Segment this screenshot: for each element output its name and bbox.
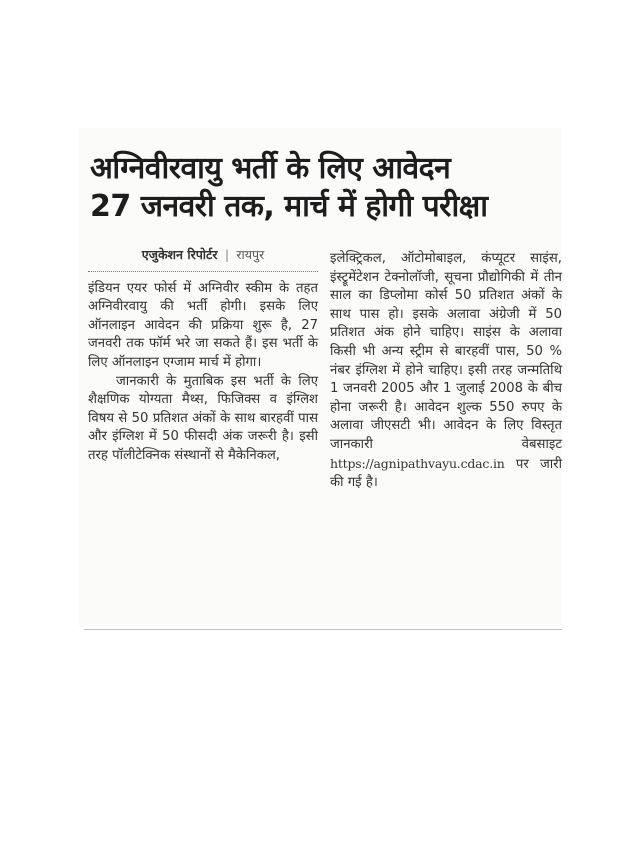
website-url: https://agnipathvayu.cdac.in [330,455,505,471]
headline [90,150,550,226]
byline-separator: | [224,247,230,262]
byline [88,246,318,265]
article-column-left [88,246,318,466]
paragraph-left-1: इंडियन एयर फोर्स में अग्निवीर स्कीम के तहत अग्निवीरवायु की भर्ती होगी। इसके लिए ऑनलाइन आवेदन की प्रक्रिया शुरू है, 27 जनवरी तक फॉर्म भरे जा सकते हैं। इस भर्ती के लिए ऑनलाइन एग्जाम मार्च में होगा। [88,280,318,370]
article-column-right [330,250,562,493]
paragraph-right-text: इलेक्ट्रिकल, ऑटोमोबाइल, कंप्यूटर साइंस, इंस्ट्रूमेंटेशन टेक्नोलॉजी, सूचना प्रौद्योगिकी में तीन साल का डिप्लोमा कोर्स 50 प्रतिशत अंकों के साथ पास हो। इसके अलावा अंग्रेजी में 50 प्रतिशत अंक होने चाहिए। साइंस के अलावा किसी भी अन्य स्ट्रीम से बारहवीं पास, 50 % नंबर इंग्लिश में होने चाहिए। इसी तरह जन्मतिथि 1 जनवरी 2005 और 1 जुलाई 2008 के बीच होना जरूरी है। आवेदन शुल्क 550 रुपए के अलावा जीएसटी भी। आवेदन के लिए विस्तृत जानकारी वेबसाइट [330,251,562,452]
clipping-bottom-border [84,629,562,630]
byline-divider [88,271,318,272]
byline-place: रायपुर [236,247,265,262]
paragraph-right-end: पर जारी की गई है। [330,456,562,491]
headline-line-2: 27 जनवरी तक, मार्च में होगी परीक्षा [90,189,488,224]
headline-line-1: अग्निवीरवायु भर्ती के लिए आवेदन [90,151,451,186]
byline-reporter: एजुकेशन रिपोर्टर [141,247,218,262]
paragraph-left-2: जानकारी के मुताबिक इस भर्ती के लिए शैक्षणिक योग्यता मैथ्स, फिजिक्स व इंग्लिश विषय से 50 प्रतिशत अंकों के साथ बारहवीं पास और इंग्लिश में 50 फीसदी अंक जरूरी है। इसी तरह पॉलीटेक्निक संस्थानों से मैकेनिकल, [88,373,318,463]
paragraph-right-1 [330,250,562,493]
